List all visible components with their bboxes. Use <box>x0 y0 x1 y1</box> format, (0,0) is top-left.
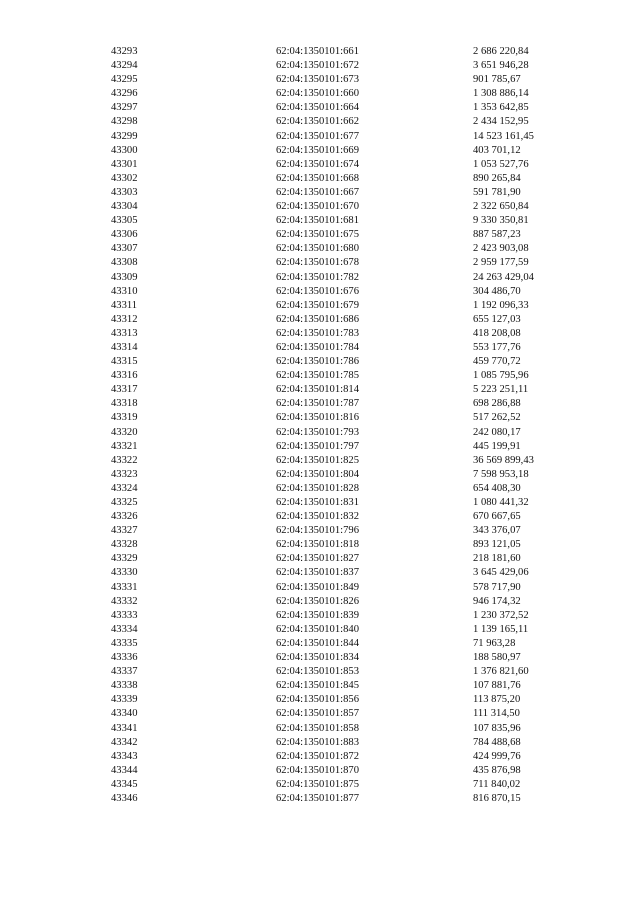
cadastral-number: 62:04:1350101:673 <box>276 74 359 86</box>
cadastral-value: 2 959 177,59 <box>473 257 529 269</box>
table-row <box>0 59 640 73</box>
row-number: 43309 <box>111 271 138 283</box>
cadastral-value: 2 423 903,08 <box>473 243 529 255</box>
row-number: 43343 <box>111 750 138 762</box>
row-number: 43321 <box>111 440 138 452</box>
row-number: 43335 <box>111 637 138 649</box>
cadastral-number: 62:04:1350101:782 <box>276 271 359 283</box>
cadastral-value: 591 781,90 <box>473 186 521 198</box>
cadastral-number: 62:04:1350101:872 <box>276 750 359 762</box>
cadastral-number: 62:04:1350101:676 <box>276 285 359 297</box>
cadastral-number: 62:04:1350101:662 <box>276 116 359 128</box>
cadastral-number: 62:04:1350101:681 <box>276 215 359 227</box>
table-row <box>0 256 640 270</box>
cadastral-value: 418 208,08 <box>473 327 521 339</box>
cadastral-number: 62:04:1350101:678 <box>276 257 359 269</box>
row-number: 43344 <box>111 764 138 776</box>
cadastral-value: 893 121,05 <box>473 539 521 551</box>
cadastral-number: 62:04:1350101:672 <box>276 60 359 72</box>
table-row <box>0 482 640 496</box>
row-number: 43330 <box>111 567 138 579</box>
cadastral-value: 3 651 946,28 <box>473 60 529 72</box>
cadastral-number: 62:04:1350101:849 <box>276 581 359 593</box>
table-row <box>0 242 640 256</box>
cadastral-value: 1 230 372,52 <box>473 609 529 621</box>
cadastral-number: 62:04:1350101:840 <box>276 623 359 635</box>
row-number: 43336 <box>111 652 138 664</box>
table-row <box>0 524 640 538</box>
cadastral-value: 459 770,72 <box>473 356 521 368</box>
table-row <box>0 130 640 144</box>
row-number: 43341 <box>111 722 138 734</box>
cadastral-value: 1 308 886,14 <box>473 88 529 100</box>
cadastral-number: 62:04:1350101:660 <box>276 88 359 100</box>
table-row <box>0 665 640 679</box>
table-row <box>0 750 640 764</box>
row-number: 43329 <box>111 553 138 565</box>
row-number: 43339 <box>111 694 138 706</box>
row-number: 43325 <box>111 497 138 508</box>
cadastral-value: 890 265,84 <box>473 172 521 184</box>
cadastral-value: 655 127,03 <box>473 313 521 325</box>
cadastral-value: 9 330 350,81 <box>473 215 529 227</box>
cadastral-number: 62:04:1350101:831 <box>276 497 359 508</box>
row-number: 43340 <box>111 708 138 720</box>
row-number: 43296 <box>111 88 138 100</box>
cadastral-value: 14 523 161,45 <box>473 130 534 142</box>
table-row <box>0 595 640 609</box>
cadastral-value: 1 139 165,11 <box>473 623 529 635</box>
row-number: 43322 <box>111 454 138 466</box>
cadastral-value: 901 785,67 <box>473 74 521 86</box>
table-row <box>0 186 640 200</box>
table-row <box>0 566 640 580</box>
table-row <box>0 679 640 693</box>
row-number: 43308 <box>111 257 138 269</box>
table-row <box>0 454 640 468</box>
cadastral-number: 62:04:1350101:677 <box>276 130 359 142</box>
row-number: 43345 <box>111 778 138 790</box>
cadastral-number: 62:04:1350101:825 <box>276 454 359 466</box>
cadastral-number: 62:04:1350101:844 <box>276 637 359 649</box>
cadastral-value: 218 181,60 <box>473 553 521 565</box>
row-number: 43332 <box>111 595 138 607</box>
cadastral-value: 242 080,17 <box>473 426 521 438</box>
cadastral-number: 62:04:1350101:670 <box>276 201 359 213</box>
cadastral-number: 62:04:1350101:667 <box>276 186 359 198</box>
table-row <box>0 271 640 285</box>
cadastral-value: 784 488,68 <box>473 736 521 748</box>
cadastral-value: 2 686 220,84 <box>473 46 529 57</box>
row-number: 43342 <box>111 736 138 748</box>
table-row <box>0 510 640 524</box>
cadastral-value-table <box>0 45 640 806</box>
cadastral-value: 1 353 642,85 <box>473 102 529 114</box>
table-row <box>0 411 640 425</box>
table-row <box>0 637 640 651</box>
row-number: 43300 <box>111 144 138 156</box>
cadastral-number: 62:04:1350101:793 <box>276 426 359 438</box>
cadastral-number: 62:04:1350101:785 <box>276 370 359 382</box>
row-number: 43298 <box>111 116 138 128</box>
cadastral-value: 424 999,76 <box>473 750 521 762</box>
table-row <box>0 228 640 242</box>
table-row <box>0 623 640 637</box>
cadastral-value: 71 963,28 <box>473 637 516 649</box>
row-number: 43313 <box>111 327 138 339</box>
table-row <box>0 397 640 411</box>
row-number: 43319 <box>111 412 138 424</box>
cadastral-value: 1 376 821,60 <box>473 666 529 678</box>
cadastral-number: 62:04:1350101:818 <box>276 539 359 551</box>
table-row <box>0 341 640 355</box>
table-row <box>0 778 640 792</box>
table-row <box>0 383 640 397</box>
cadastral-number: 62:04:1350101:661 <box>276 46 359 57</box>
cadastral-value: 578 717,90 <box>473 581 521 593</box>
cadastral-value: 946 174,32 <box>473 595 521 607</box>
table-row <box>0 440 640 454</box>
cadastral-number: 62:04:1350101:787 <box>276 398 359 410</box>
table-row <box>0 693 640 707</box>
table-row <box>0 144 640 158</box>
table-row <box>0 552 640 566</box>
row-number: 43327 <box>111 525 138 537</box>
row-number: 43334 <box>111 623 138 635</box>
cadastral-value: 3 645 429,06 <box>473 567 529 579</box>
row-number: 43310 <box>111 285 138 297</box>
cadastral-number: 62:04:1350101:858 <box>276 722 359 734</box>
cadastral-value: 1 053 527,76 <box>473 158 529 170</box>
row-number: 43305 <box>111 215 138 227</box>
cadastral-value: 887 587,23 <box>473 229 521 241</box>
table-row <box>0 426 640 440</box>
cadastral-number: 62:04:1350101:674 <box>276 158 359 170</box>
table-row <box>0 722 640 736</box>
cadastral-number: 62:04:1350101:832 <box>276 511 359 523</box>
row-number: 43307 <box>111 243 138 255</box>
cadastral-number: 62:04:1350101:826 <box>276 595 359 607</box>
cadastral-value: 553 177,76 <box>473 341 521 353</box>
table-row <box>0 158 640 172</box>
row-number: 43328 <box>111 539 138 551</box>
table-row <box>0 538 640 552</box>
cadastral-number: 62:04:1350101:675 <box>276 229 359 241</box>
cadastral-value: 435 876,98 <box>473 764 521 776</box>
table-row <box>0 73 640 87</box>
row-number: 43333 <box>111 609 138 621</box>
cadastral-value: 517 262,52 <box>473 412 521 424</box>
row-number: 43338 <box>111 680 138 692</box>
cadastral-number: 62:04:1350101:796 <box>276 525 359 537</box>
table-row <box>0 299 640 313</box>
cadastral-value: 36 569 899,43 <box>473 454 534 466</box>
cadastral-number: 62:04:1350101:870 <box>276 764 359 776</box>
table-row <box>0 115 640 129</box>
cadastral-number: 62:04:1350101:837 <box>276 567 359 579</box>
table-row <box>0 369 640 383</box>
cadastral-number: 62:04:1350101:828 <box>276 482 359 494</box>
row-number: 43299 <box>111 130 138 142</box>
cadastral-value: 113 875,20 <box>473 694 521 706</box>
cadastral-value: 654 408,30 <box>473 482 521 494</box>
cadastral-value: 403 701,12 <box>473 144 521 156</box>
cadastral-value: 5 223 251,11 <box>473 384 529 396</box>
cadastral-number: 62:04:1350101:680 <box>276 243 359 255</box>
cadastral-number: 62:04:1350101:786 <box>276 356 359 368</box>
cadastral-number: 62:04:1350101:664 <box>276 102 359 114</box>
cadastral-value: 107 881,76 <box>473 680 521 692</box>
table-row <box>0 736 640 750</box>
row-number: 43337 <box>111 666 138 678</box>
cadastral-number: 62:04:1350101:814 <box>276 384 359 396</box>
cadastral-value: 698 286,88 <box>473 398 521 410</box>
row-number: 43302 <box>111 172 138 184</box>
cadastral-number: 62:04:1350101:834 <box>276 652 359 664</box>
table-row <box>0 200 640 214</box>
cadastral-number: 62:04:1350101:668 <box>276 172 359 184</box>
cadastral-number: 62:04:1350101:669 <box>276 144 359 156</box>
cadastral-value: 1 192 096,33 <box>473 299 529 311</box>
row-number: 43331 <box>111 581 138 593</box>
cadastral-number: 62:04:1350101:827 <box>276 553 359 565</box>
cadastral-value: 111 314,50 <box>473 708 520 720</box>
cadastral-value: 816 870,15 <box>473 792 521 804</box>
row-number: 43304 <box>111 201 138 213</box>
cadastral-number: 62:04:1350101:853 <box>276 666 359 678</box>
cadastral-value: 343 376,07 <box>473 525 521 537</box>
cadastral-number: 62:04:1350101:686 <box>276 313 359 325</box>
cadastral-number: 62:04:1350101:857 <box>276 708 359 720</box>
row-number: 43314 <box>111 341 138 353</box>
row-number: 43316 <box>111 370 138 382</box>
cadastral-number: 62:04:1350101:856 <box>276 694 359 706</box>
table-row <box>0 496 640 510</box>
cadastral-number: 62:04:1350101:875 <box>276 778 359 790</box>
row-number: 43326 <box>111 511 138 523</box>
table-row <box>0 792 640 806</box>
cadastral-number: 62:04:1350101:845 <box>276 680 359 692</box>
cadastral-number: 62:04:1350101:679 <box>276 299 359 311</box>
cadastral-number: 62:04:1350101:839 <box>276 609 359 621</box>
row-number: 43297 <box>111 102 138 114</box>
row-number: 43323 <box>111 468 138 480</box>
table-row <box>0 764 640 778</box>
row-number: 43306 <box>111 229 138 241</box>
cadastral-number: 62:04:1350101:797 <box>276 440 359 452</box>
table-row <box>0 313 640 327</box>
cadastral-number: 62:04:1350101:883 <box>276 736 359 748</box>
table-row <box>0 101 640 115</box>
table-row <box>0 214 640 228</box>
row-number: 43294 <box>111 60 138 72</box>
cadastral-number: 62:04:1350101:783 <box>276 327 359 339</box>
row-number: 43311 <box>111 299 138 311</box>
cadastral-number: 62:04:1350101:816 <box>276 412 359 424</box>
table-row <box>0 45 640 59</box>
row-number: 43346 <box>111 792 138 804</box>
cadastral-value: 304 486,70 <box>473 285 521 297</box>
cadastral-value: 445 199,91 <box>473 440 521 452</box>
row-number: 43324 <box>111 482 138 494</box>
table-row <box>0 468 640 482</box>
table-row <box>0 172 640 186</box>
table-row <box>0 285 640 299</box>
table-row <box>0 327 640 341</box>
cadastral-value: 711 840,02 <box>473 778 521 790</box>
cadastral-value: 2 322 650,84 <box>473 201 529 213</box>
table-row <box>0 581 640 595</box>
row-number: 43312 <box>111 313 138 325</box>
cadastral-value: 1 080 441,32 <box>473 497 529 508</box>
cadastral-value: 188 580,97 <box>473 652 521 664</box>
cadastral-number: 62:04:1350101:877 <box>276 792 359 804</box>
row-number: 43303 <box>111 186 138 198</box>
row-number: 43295 <box>111 74 138 86</box>
cadastral-value: 107 835,96 <box>473 722 521 734</box>
cadastral-number: 62:04:1350101:784 <box>276 341 359 353</box>
cadastral-value: 1 085 795,96 <box>473 370 529 382</box>
cadastral-value: 2 434 152,95 <box>473 116 529 128</box>
row-number: 43317 <box>111 384 138 396</box>
table-row <box>0 355 640 369</box>
row-number: 43320 <box>111 426 138 438</box>
cadastral-value: 24 263 429,04 <box>473 271 534 283</box>
row-number: 43315 <box>111 356 138 368</box>
cadastral-number: 62:04:1350101:804 <box>276 468 359 480</box>
row-number: 43301 <box>111 158 138 170</box>
table-row <box>0 87 640 101</box>
cadastral-value: 670 667,65 <box>473 511 521 523</box>
row-number: 43318 <box>111 398 138 410</box>
table-row <box>0 609 640 623</box>
row-number: 43293 <box>111 46 138 57</box>
table-row <box>0 707 640 721</box>
cadastral-value: 7 598 953,18 <box>473 468 529 480</box>
table-row <box>0 651 640 665</box>
